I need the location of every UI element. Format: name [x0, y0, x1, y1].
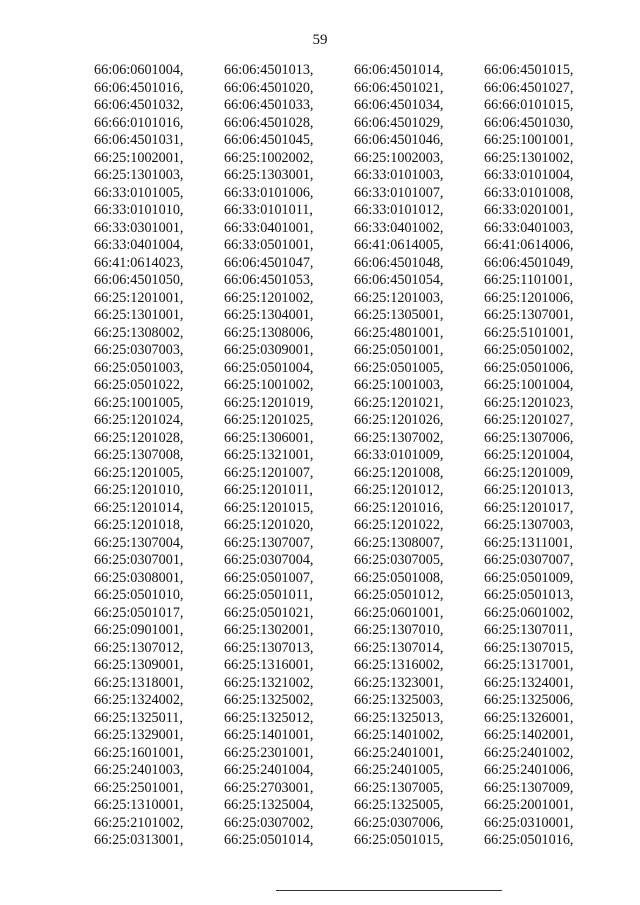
cadastral-number: 66:25:0313001, [94, 832, 184, 848]
cadastral-number: 66:33:0401003, [484, 219, 574, 236]
cadastral-number: 66:25:1201022, [354, 517, 444, 533]
cadastral-number: 66:25:1307009, [484, 779, 574, 796]
cadastral-number: 66:25:1325013, [354, 709, 444, 726]
cadastral-number: 66:25:1301003, [94, 167, 184, 183]
cadastral-number: 66:33:0101009, [354, 447, 444, 463]
cadastral-number: 66:25:1201018, [94, 517, 184, 533]
cadastral-number: 66:25:1304001, [224, 307, 314, 323]
cadastral-number: 66:25:0501005, [354, 359, 444, 376]
cadastral-number: 66:25:0501017, [94, 604, 184, 621]
cadastral-number: 66:25:0501001, [354, 342, 444, 358]
cadastral-number: 66:25:0501004, [224, 359, 314, 376]
page-number: 59 [312, 32, 328, 48]
cadastral-number: 66:25:1318001, [94, 674, 184, 691]
cadastral-number: 66:33:0101011, [224, 202, 313, 218]
cadastral-number: 66:25:1307003, [484, 517, 574, 533]
cadastral-number: 66:25:0501011, [224, 587, 313, 603]
cadastral-number: 66:25:1001001, [484, 132, 574, 148]
cadastral-number: 66:25:1321002, [224, 674, 314, 691]
cadastral-number: 66:06:4501049, [484, 254, 574, 271]
cadastral-number: 66:06:0601004, [94, 62, 184, 78]
cadastral-number: 66:25:0308001, [94, 569, 184, 586]
cadastral-number: 66:25:0501009, [484, 569, 574, 586]
cadastral-number: 66:25:1201005, [94, 464, 184, 481]
cadastral-number: 66:25:4801001, [354, 324, 444, 341]
cadastral-number: 66:25:0307004, [224, 552, 314, 568]
cadastral-number: 66:06:4501029, [354, 114, 444, 131]
cadastral-number: 66:25:1323001, [354, 674, 444, 691]
cadastral-number: 66:25:1201001, [94, 289, 184, 306]
cadastral-number: 66:25:0501007, [224, 569, 314, 586]
cadastral-number: 66:25:1402001, [484, 727, 574, 743]
cadastral-number: 66:25:2401003, [94, 762, 184, 778]
cadastral-number: 66:25:1201003, [354, 289, 444, 306]
cadastral-number: 66:33:0101007, [354, 184, 444, 201]
cadastral-number: 66:25:1201017, [484, 499, 574, 516]
cadastral-number: 66:25:1308002, [94, 324, 184, 341]
cadastral-number: 66:25:1307007, [224, 534, 314, 551]
cadastral-number: 66:25:2401004, [224, 762, 314, 778]
cadastral-number: 66:25:1324002, [94, 692, 184, 708]
cadastral-number: 66:25:0501015, [354, 832, 444, 848]
cadastral-number: 66:25:1316001, [224, 657, 314, 673]
cadastral-number: 66:25:1001003, [354, 377, 444, 393]
cadastral-number: 66:25:0501014, [224, 832, 314, 848]
cadastral-number: 66:66:0101015, [484, 97, 574, 113]
cadastral-number: 66:33:0101010, [94, 202, 184, 218]
cadastral-number: 66:25:1305001, [354, 307, 444, 323]
cadastral-number: 66:25:1201028, [94, 429, 184, 446]
cadastral-number: 66:25:0501010, [94, 587, 184, 603]
bottom-rule [276, 890, 502, 891]
cadastral-number: 66:25:1325003, [354, 692, 444, 708]
cadastral-number: 66:33:0101003, [354, 167, 444, 183]
cadastral-number: 66:25:1306001, [224, 429, 314, 446]
cadastral-number: 66:25:1201007, [224, 464, 314, 481]
cadastral-number: 66:25:1201019, [224, 394, 314, 411]
cadastral-number: 66:25:0501021, [224, 604, 314, 621]
cadastral-number: 66:25:1201025, [224, 412, 314, 428]
cadastral-number: 66:25:5101001, [484, 324, 574, 341]
cadastral-number: 66:25:0501013, [484, 587, 574, 603]
cadastral-number: 66:25:2401002, [484, 744, 574, 761]
cadastral-number: 66:66:0101016, [94, 114, 184, 131]
cadastral-number: 66:25:2401005, [354, 762, 444, 778]
cadastral-number: 66:25:0501003, [94, 359, 184, 376]
cadastral-number: 66:25:1307002, [354, 429, 444, 446]
cadastral-number: 66:25:0307002, [224, 814, 314, 831]
cadastral-number: 66:25:1201009, [484, 464, 574, 481]
cadastral-number: 66:25:0501006, [484, 359, 574, 376]
cadastral-number: 66:25:1325012, [224, 709, 314, 726]
cadastral-number: 66:25:1311001, [484, 534, 573, 551]
cadastral-number: 66:25:2501001, [94, 779, 184, 796]
cadastral-number: 66:25:1307004, [94, 534, 184, 551]
cadastral-number: 66:33:0101006, [224, 184, 314, 201]
cadastral-number: 66:25:0307006, [354, 814, 444, 831]
cadastral-number: 66:25:1317001, [484, 657, 574, 673]
cadastral-number: 66:25:1001004, [484, 377, 574, 393]
cadastral-number: 66:06:4501027, [484, 79, 574, 96]
cadastral-number: 66:25:1201014, [94, 499, 184, 516]
cadastral-number: 66:25:1307001, [484, 307, 574, 323]
cadastral-number: 66:25:2401001, [354, 744, 444, 761]
cadastral-number: 66:25:1308007, [354, 534, 444, 551]
cadastral-number: 66:25:1325006, [484, 692, 574, 708]
cadastral-number: 66:25:1002002, [224, 149, 314, 166]
cadastral-number: 66:25:1201024, [94, 412, 184, 428]
cadastral-number: 66:06:4501048, [354, 254, 444, 271]
cadastral-number: 66:25:1325005, [354, 797, 444, 813]
cadastral-number: 66:25:1301001, [94, 307, 184, 323]
cadastral-number: 66:25:2101002, [94, 814, 184, 831]
cadastral-number: 66:06:4501015, [484, 62, 574, 78]
cadastral-number: 66:25:1201013, [484, 482, 574, 498]
cadastral-number: 66:41:0614023, [94, 254, 184, 271]
cadastral-number: 66:25:0501022, [94, 377, 184, 393]
cadastral-number: 66:06:4501034, [354, 97, 444, 113]
cadastral-number: 66:06:4501032, [94, 97, 184, 113]
cadastral-number: 66:25:1001005, [94, 394, 184, 411]
cadastral-number: 66:06:4501028, [224, 114, 314, 131]
cadastral-number: 66:25:0501008, [354, 569, 444, 586]
cadastral-number: 66:25:1325004, [224, 797, 314, 813]
cadastral-number: 66:06:4501033, [224, 97, 314, 113]
cadastral-number: 66:25:1201026, [354, 412, 444, 428]
cadastral-number: 66:33:0401004, [94, 237, 184, 253]
cadastral-number: 66:25:1324001, [484, 674, 574, 691]
cadastral-number: 66:25:1307006, [484, 429, 574, 446]
cadastral-number: 66:06:4501016, [94, 79, 184, 96]
cadastral-number: 66:25:1002001, [94, 149, 184, 166]
cadastral-number: 66:06:4501045, [224, 132, 314, 148]
cadastral-number: 66:33:0101005, [94, 184, 184, 201]
cadastral-number: 66:25:1316002, [354, 657, 444, 673]
cadastral-number: 66:33:0401001, [224, 219, 314, 236]
cadastral-number: 66:06:4501014, [354, 62, 444, 78]
cadastral-number: 66:25:1307005, [354, 779, 444, 796]
cadastral-number: 66:41:0614005, [354, 237, 444, 253]
cadastral-number: 66:25:1307012, [94, 639, 184, 656]
cadastral-number: 66:25:1302001, [224, 622, 314, 638]
cadastral-number: 66:06:4501030, [484, 114, 574, 131]
cadastral-number: 66:25:0901001, [94, 622, 184, 638]
cadastral-number: 66:25:1301002, [484, 149, 574, 166]
cadastral-number: 66:25:1201015, [224, 499, 314, 516]
cadastral-number: 66:25:1201004, [484, 447, 574, 463]
cadastral-number: 66:25:0501016, [484, 832, 574, 848]
cadastral-number: 66:25:2401006, [484, 762, 574, 778]
cadastral-number: 66:25:1201002, [224, 289, 314, 306]
cadastral-number: 66:33:0101008, [484, 184, 574, 201]
cadastral-number: 66:25:1325002, [224, 692, 314, 708]
cadastral-number: 66:25:2301001, [224, 744, 314, 761]
cadastral-number: 66:25:0501002, [484, 342, 574, 358]
cadastral-number: 66:06:4501054, [354, 272, 444, 288]
cadastral-number: 66:25:1307008, [94, 447, 184, 463]
cadastral-number: 66:25:1201027, [484, 412, 574, 428]
cadastral-number: 66:25:0310001, [484, 814, 574, 831]
cadastral-number: 66:25:0307001, [94, 552, 184, 568]
cadastral-number: 66:25:0601001, [354, 604, 444, 621]
cadastral-number: 66:06:4501047, [224, 254, 314, 271]
cadastral-number: 66:25:2703001, [224, 779, 314, 796]
cadastral-number: 66:33:0501001, [224, 237, 314, 253]
cadastral-number: 66:25:1307015, [484, 639, 574, 656]
cadastral-number: 66:33:0201001, [484, 202, 574, 218]
cadastral-number: 66:25:0501012, [354, 587, 444, 603]
cadastral-number: 66:25:1303001, [224, 167, 314, 183]
cadastral-number: 66:41:0614006, [484, 237, 574, 253]
cadastral-number: 66:25:1307011, [484, 622, 573, 638]
cadastral-number: 66:33:0101004, [484, 167, 574, 183]
cadastral-number: 66:25:1401001, [224, 727, 314, 743]
cadastral-number: 66:25:1201011, [224, 482, 313, 498]
cadastral-number: 66:06:4501020, [224, 79, 314, 96]
cadastral-number: 66:25:1329001, [94, 727, 184, 743]
cadastral-number: 66:25:1201012, [354, 482, 444, 498]
cadastral-number: 66:25:2001001, [484, 797, 574, 813]
cadastral-number: 66:33:0301001, [94, 219, 184, 236]
cadastral-number: 66:25:0307003, [94, 342, 184, 358]
cadastral-number: 66:25:1201006, [484, 289, 574, 306]
cadastral-number: 66:25:1325011, [94, 709, 183, 726]
cadastral-number: 66:25:1201008, [354, 464, 444, 481]
cadastral-number: 66:25:1307013, [224, 639, 314, 656]
cadastral-number: 66:25:0307005, [354, 552, 444, 568]
cadastral-number: 66:06:4501046, [354, 132, 444, 148]
cadastral-number: 66:25:0307007, [484, 552, 574, 568]
cadastral-number: 66:25:1401002, [354, 727, 444, 743]
cadastral-number: 66:25:1201010, [94, 482, 184, 498]
cadastral-number: 66:25:1201021, [354, 394, 444, 411]
cadastral-number: 66:06:4501013, [224, 62, 314, 78]
cadastral-number: 66:25:1201023, [484, 394, 574, 411]
cadastral-number: 66:25:1326001, [484, 709, 574, 726]
cadastral-number: 66:33:0101012, [354, 202, 444, 218]
cadastral-number: 66:25:1002003, [354, 149, 444, 166]
cadastral-number: 66:25:0601002, [484, 604, 574, 621]
cadastral-number: 66:25:1201016, [354, 499, 444, 516]
cadastral-number: 66:06:4501050, [94, 272, 184, 288]
cadastral-number: 66:25:1101001, [484, 272, 573, 288]
cadastral-number: 66:25:1309001, [94, 657, 184, 673]
cadastral-number: 66:25:1001002, [224, 377, 314, 393]
cadastral-number: 66:25:1201020, [224, 517, 314, 533]
cadastral-number: 66:06:4501031, [94, 132, 184, 148]
cadastral-number: 66:25:1307010, [354, 622, 444, 638]
cadastral-number: 66:25:1308006, [224, 324, 314, 341]
cadastral-number: 66:25:1321001, [224, 447, 314, 463]
cadastral-number: 66:33:0401002, [354, 219, 444, 236]
cadastral-number: 66:25:1310001, [94, 797, 184, 813]
cadastral-number-list [94, 62, 614, 850]
cadastral-number: 66:25:0309001, [224, 342, 314, 358]
cadastral-number: 66:25:1307014, [354, 639, 444, 656]
cadastral-number: 66:25:1601001, [94, 744, 184, 761]
cadastral-number: 66:06:4501053, [224, 272, 314, 288]
cadastral-number: 66:06:4501021, [354, 79, 444, 96]
